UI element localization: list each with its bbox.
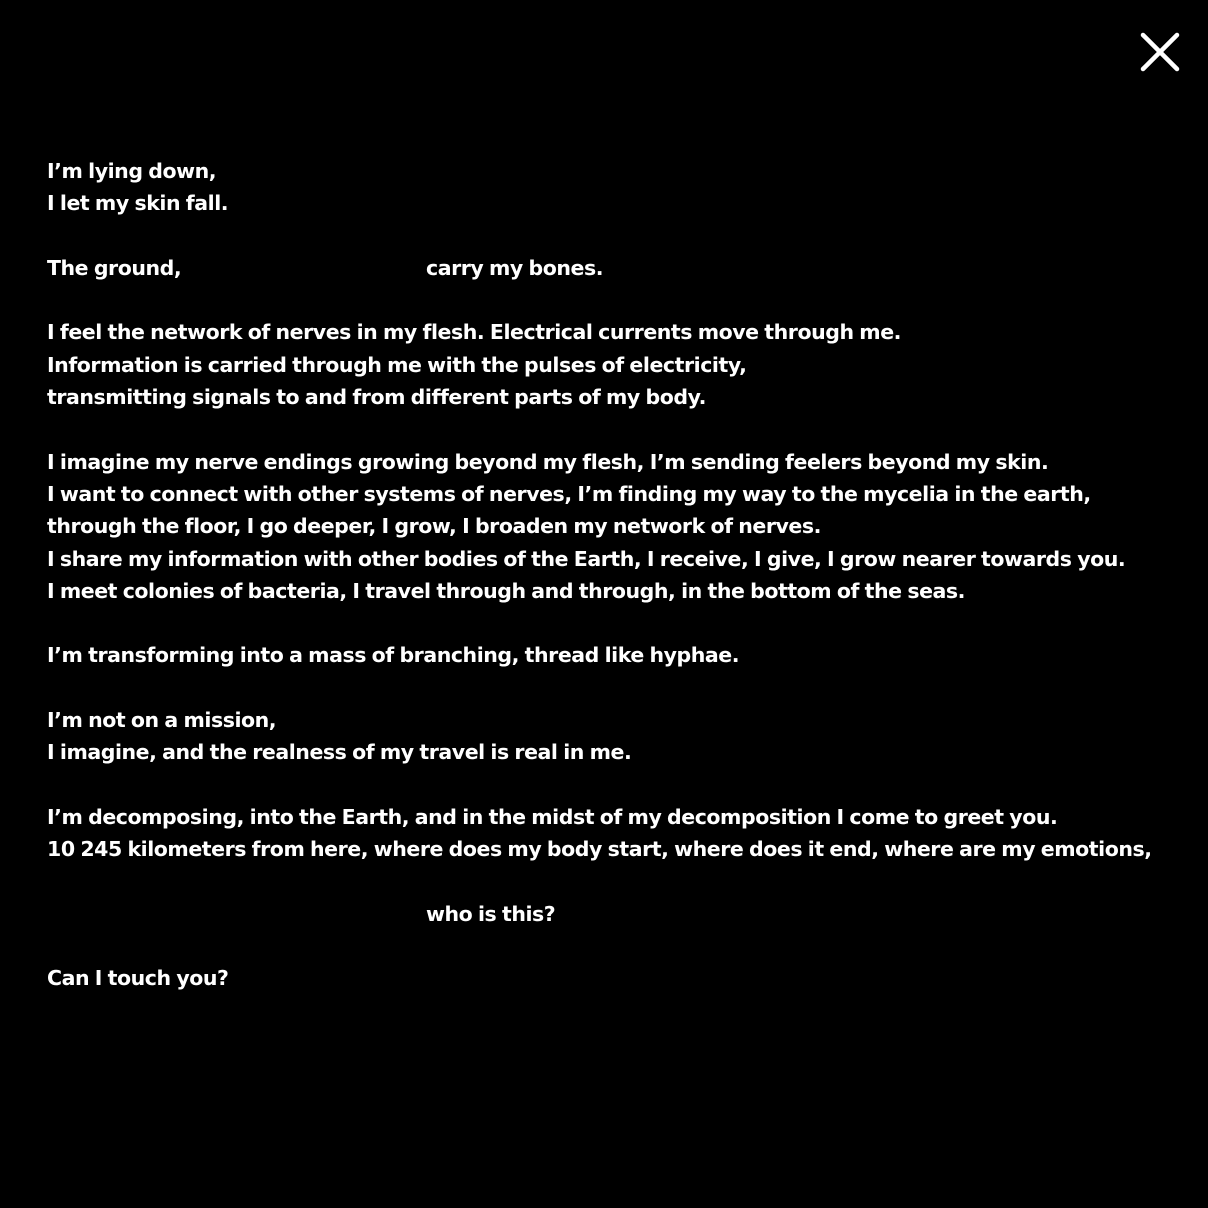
poem-line: transmitting signals to and from different parts of my body. — [47, 385, 706, 410]
poem-line: I imagine my nerve endings growing beyond my flesh, I’m sending feelers beyond my skin. — [47, 449, 1049, 474]
close-icon — [1138, 30, 1182, 74]
poem-line-left: The ground, — [47, 255, 182, 280]
poem-line: Information is carried through me with the pulses of electricity, — [47, 352, 747, 377]
poem-line: 10 245 kilometers from here, where does my body start, where does it end, where are my emotions, — [47, 837, 1152, 862]
poem-line: Can I touch you? — [47, 966, 229, 991]
close-button[interactable] — [1138, 30, 1182, 74]
poem-line: I’m lying down, — [47, 159, 217, 183]
poem-line: through the floor, I go deeper, I grow, I broaden my network of nerves. — [47, 514, 821, 539]
poem-line-right: carry my bones. — [426, 255, 604, 280]
poem-line: I’m transforming into a mass of branching, thread like hyphae. — [47, 643, 740, 668]
poem-line-right: who is this? — [426, 901, 556, 926]
poem-line: I let my skin fall. — [47, 191, 229, 216]
poem-line: I’m not on a mission, — [47, 708, 277, 733]
poem-line-split — [47, 252, 1177, 284]
poem-line: I’m decomposing, into the Earth, and in the midst of my decomposition I come to greet you. — [47, 804, 1058, 829]
poem-line: I want to connect with other systems of nerves, I’m finding my way to the mycelia in the earth, — [47, 481, 1091, 506]
poem-text — [47, 155, 1177, 995]
poem-line: I feel the network of nerves in my flesh. Electrical currents move through me. — [47, 320, 901, 345]
poem-line: I imagine, and the realness of my travel is real in me. — [47, 740, 632, 765]
poem-line: I meet colonies of bacteria, I travel through and through, in the bottom of the seas. — [47, 578, 965, 603]
poem-line-indented — [47, 898, 1177, 930]
poem-line: I share my information with other bodies of the Earth, I receive, I give, I grow nearer towards you. — [47, 546, 1126, 571]
